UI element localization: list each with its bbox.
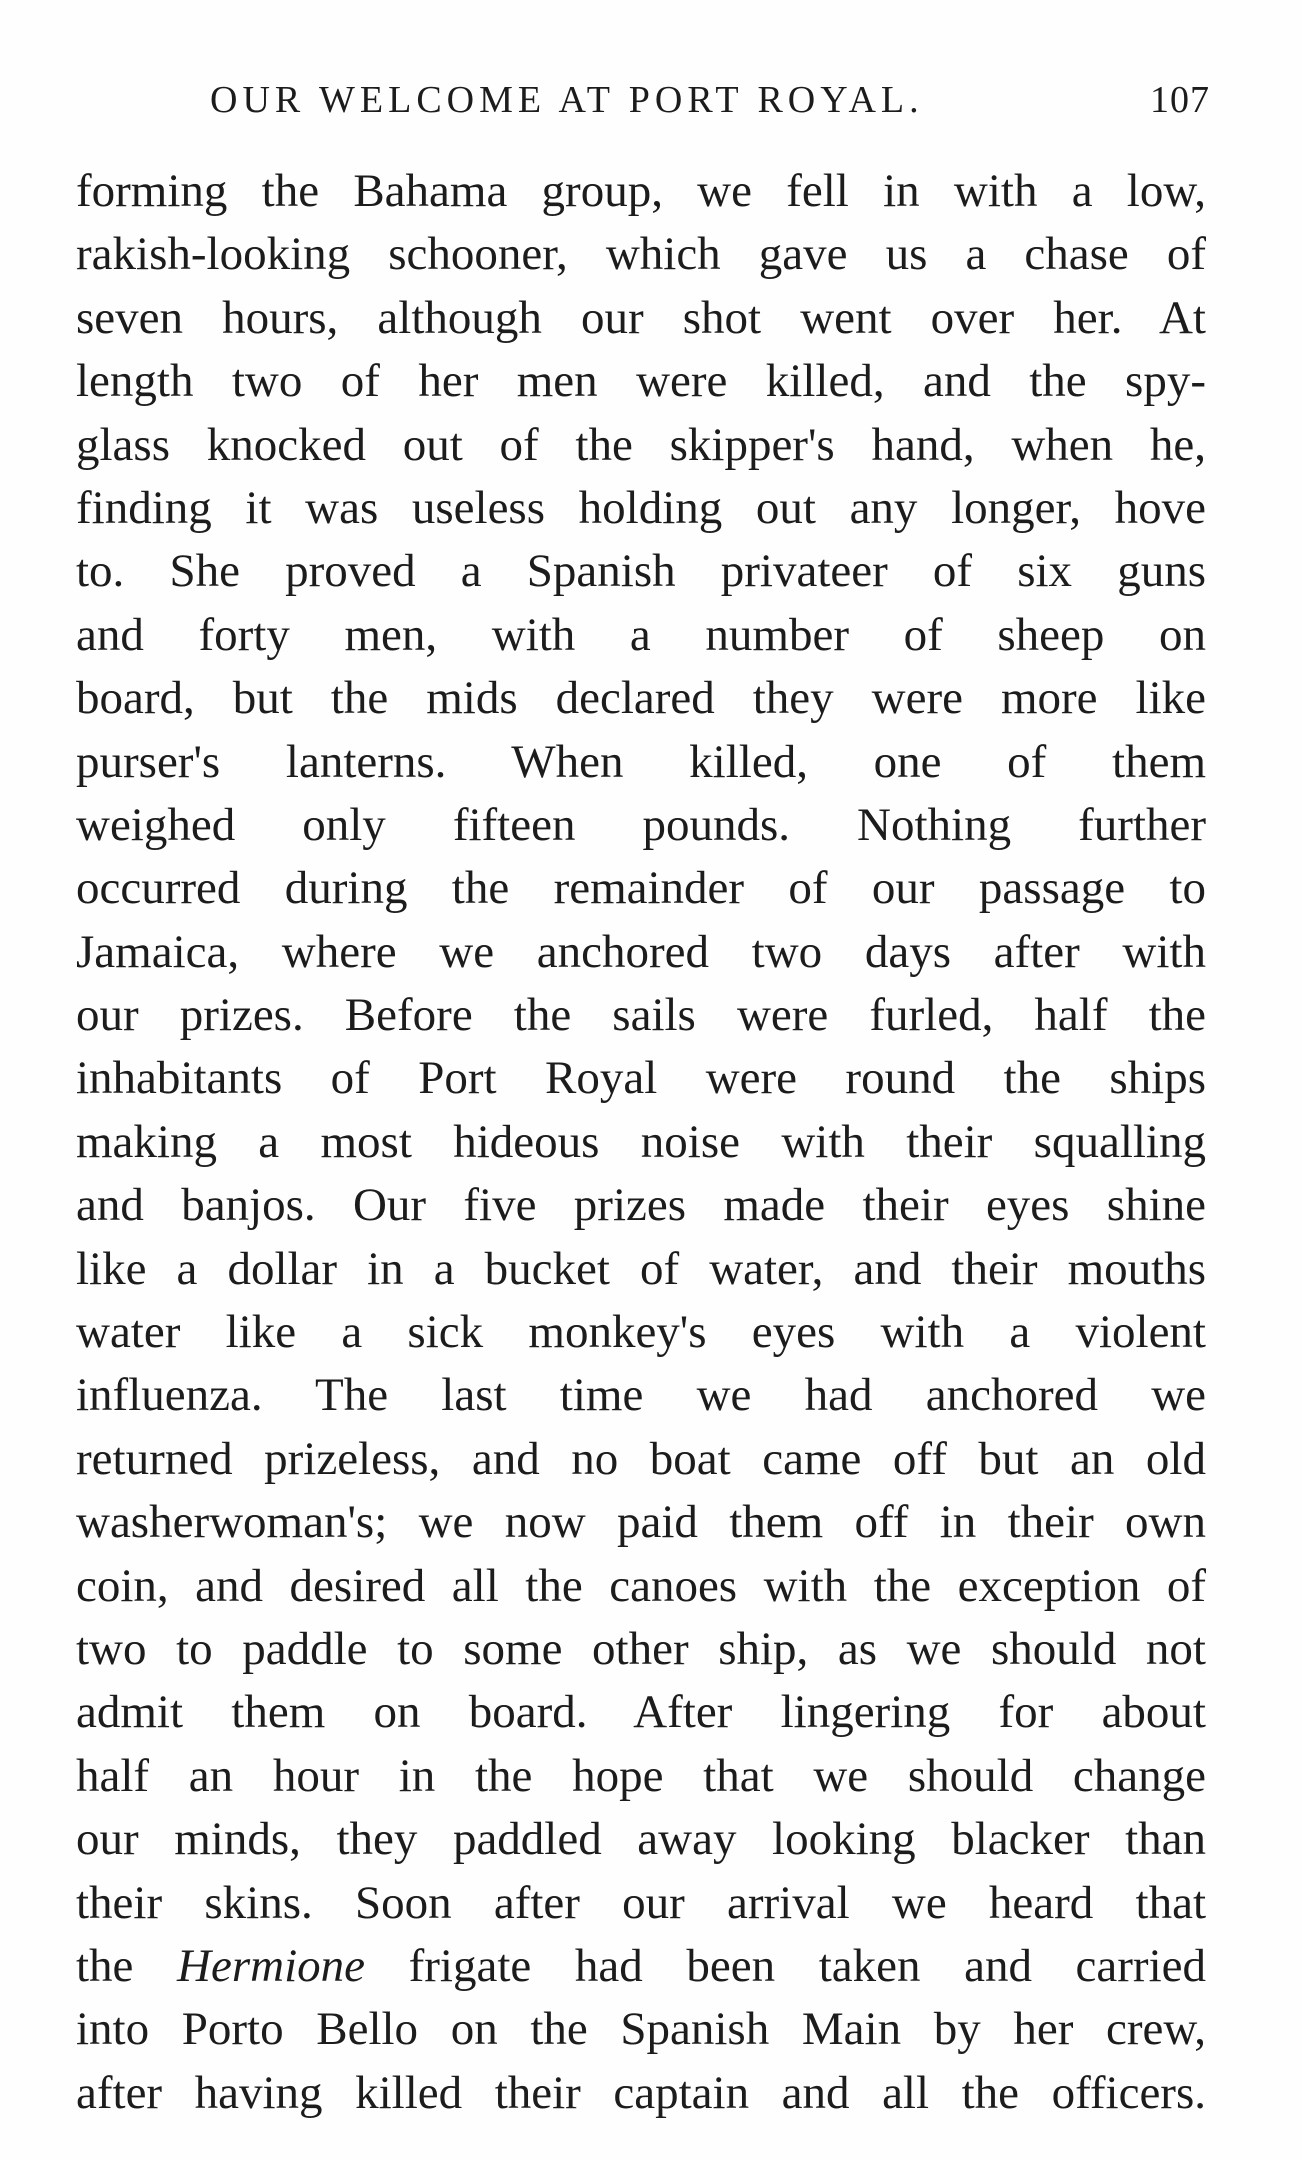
text-line: inhabitants of Port Royal were round the ships bbox=[76, 1052, 1206, 1105]
page-number: 107 bbox=[1150, 79, 1210, 121]
text-line: weighed only fifteen pounds. Nothing further bbox=[76, 798, 1206, 851]
text-line: washerwoman's; we now paid them off in their own bbox=[76, 1496, 1206, 1549]
text-line: coin, and desired all the canoes with the exception of bbox=[76, 1559, 1206, 1612]
text-line: our prizes. Before the sails were furled, half the bbox=[76, 989, 1206, 1042]
text-line: like a dollar in a bucket of water, and their mouths bbox=[76, 1242, 1206, 1295]
text-line: their skins. Soon after our arrival we heard that bbox=[76, 1876, 1206, 1929]
body-text bbox=[76, 160, 1206, 2125]
text-line-with-ship-name bbox=[76, 1935, 1206, 1998]
running-title: OUR WELCOME AT PORT ROYAL. bbox=[210, 79, 924, 121]
text-line: returned prizeless, and no boat came off but an old bbox=[76, 1432, 1206, 1485]
text-line: Jamaica, where we anchored two days after with bbox=[76, 925, 1206, 978]
text-line: two to paddle to some other ship, as we should not bbox=[76, 1622, 1206, 1675]
text-line: finding it was useless holding out any longer, hove bbox=[76, 481, 1206, 534]
text-line: seven hours, although our shot went over her. At bbox=[76, 291, 1206, 344]
text-line: board, but the mids declared they were more like bbox=[76, 672, 1206, 725]
text-line: making a most hideous noise with their squalling bbox=[76, 1115, 1206, 1168]
text-line: rakish-looking schooner, which gave us a chase of bbox=[76, 228, 1206, 281]
text-line: glass knocked out of the skipper's hand, when he, bbox=[76, 418, 1206, 471]
text-line: forming the Bahama group, we fell in with a low, bbox=[76, 165, 1206, 217]
text-line: water like a sick monkey's eyes with a violent bbox=[76, 1306, 1206, 1359]
text-line: occurred during the remainder of our passage to bbox=[76, 862, 1206, 915]
text-line: half an hour in the hope that we should change bbox=[76, 1749, 1206, 1802]
text-line: influenza. The last time we had anchored we bbox=[76, 1369, 1206, 1422]
text-line: to. She proved a Spanish privateer of six guns bbox=[76, 545, 1206, 598]
text-line: and forty men, with a number of sheep on bbox=[76, 608, 1206, 661]
text-line: length two of her men were killed, and the spy- bbox=[76, 355, 1206, 408]
line-29-after: frigate had been taken and carried bbox=[365, 1939, 1206, 1992]
text-line: admit them on board. After lingering for about bbox=[76, 1686, 1206, 1739]
text-line: purser's lanterns. When killed, one of them bbox=[76, 735, 1206, 788]
running-head bbox=[210, 72, 1210, 128]
ship-name-italic: Hermione bbox=[177, 1939, 366, 1992]
text-line: after having killed their captain and all the officers. bbox=[76, 2066, 1206, 2119]
text-line: and banjos. Our five prizes made their eyes shine bbox=[76, 1179, 1206, 1232]
text-line: our minds, they paddled away looking blacker than bbox=[76, 1813, 1206, 1866]
line-29-before: the bbox=[76, 1939, 178, 1992]
text-line: into Porto Bello on the Spanish Main by her crew, bbox=[76, 2003, 1206, 2056]
